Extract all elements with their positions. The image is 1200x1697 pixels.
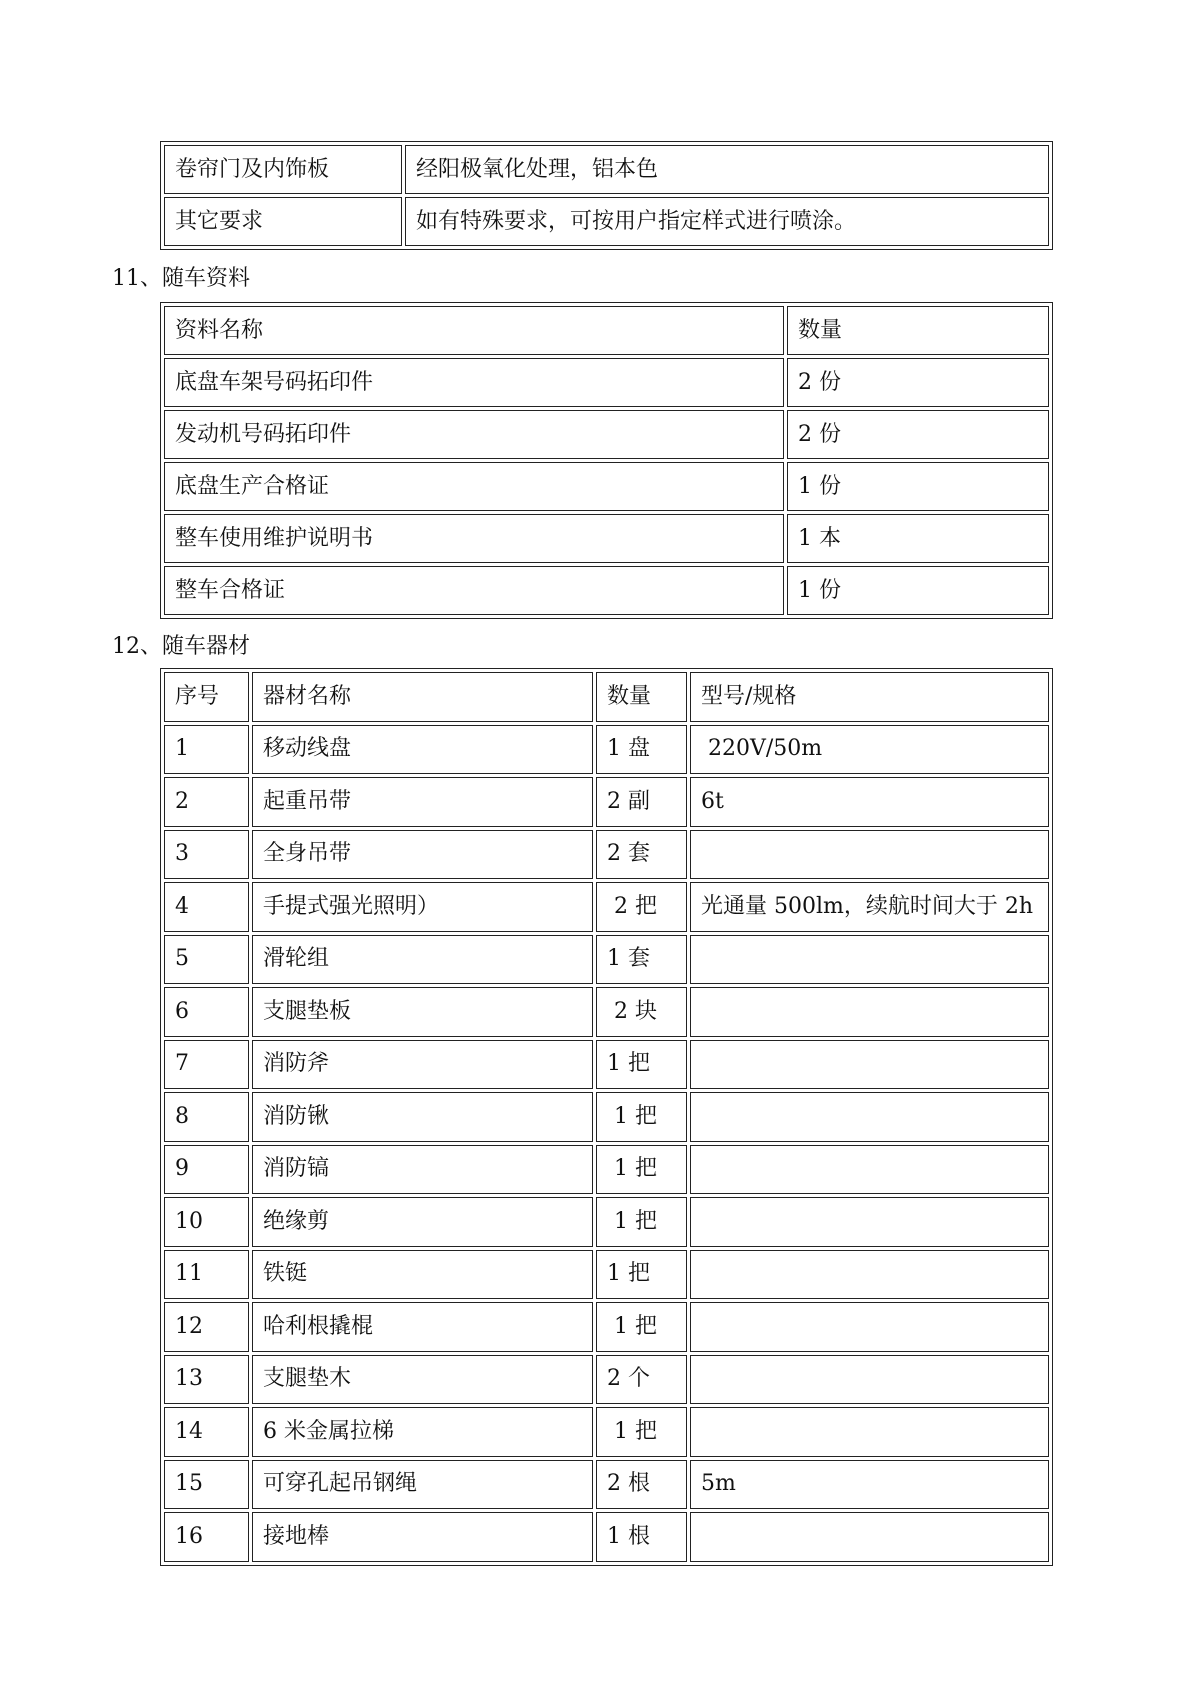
serial-number-cell: 2 xyxy=(164,777,249,827)
table-header-row xyxy=(164,672,1049,722)
document-name-cell: 底盘生产合格证 xyxy=(164,462,784,511)
table-row xyxy=(164,1407,1049,1457)
serial-number-cell: 4 xyxy=(164,882,249,932)
table-row xyxy=(164,725,1049,775)
document-name-cell: 整车使用维护说明书 xyxy=(164,514,784,563)
requirement-cell: 如有特殊要求，可按用户指定样式进行喷涂。 xyxy=(405,197,1049,246)
document-name-cell: 发动机号码拓印件 xyxy=(164,410,784,459)
table-row xyxy=(164,410,1049,459)
spec-cell xyxy=(690,987,1049,1037)
document-name-cell: 整车合格证 xyxy=(164,566,784,615)
spec-cell xyxy=(690,1092,1049,1142)
spec-cell xyxy=(690,830,1049,880)
table-row xyxy=(164,1092,1049,1142)
equipment-name-cell: 消防锹 xyxy=(252,1092,593,1142)
quantity-cell: 2 个 xyxy=(596,1355,687,1405)
equipment-name-cell: 手提式强光照明） xyxy=(252,882,593,932)
serial-number-cell: 11 xyxy=(164,1250,249,1300)
quantity-cell: 1 套 xyxy=(596,935,687,985)
equipment-name-cell: 移动线盘 xyxy=(252,725,593,775)
quantity-cell: 1 份 xyxy=(787,462,1049,511)
section-11-heading: 11、随车资料 xyxy=(112,266,250,291)
spec-cell: 光通量 500lm，续航时间大于 2h xyxy=(690,882,1049,932)
quantity-cell: 2 块 xyxy=(596,987,687,1037)
serial-number-cell: 10 xyxy=(164,1197,249,1247)
quantity-cell: 1 把 xyxy=(596,1197,687,1247)
quantity-cell: 1 把 xyxy=(596,1407,687,1457)
vehicle-documents-table xyxy=(160,302,1053,619)
section-12-heading: 12、随车器材 xyxy=(112,634,250,659)
spec-cell xyxy=(690,1355,1049,1405)
serial-number-cell: 3 xyxy=(164,830,249,880)
quantity-cell: 1 把 xyxy=(596,1250,687,1300)
quantity-cell: 2 根 xyxy=(596,1460,687,1510)
table-row xyxy=(164,566,1049,615)
vehicle-equipment-table xyxy=(160,668,1053,1566)
table-row xyxy=(164,1197,1049,1247)
equipment-name-cell: 绝缘剪 xyxy=(252,1197,593,1247)
serial-number-cell: 15 xyxy=(164,1460,249,1510)
finish-requirements-table xyxy=(160,141,1053,250)
spec-cell: 6t xyxy=(690,777,1049,827)
quantity-cell: 2 套 xyxy=(596,830,687,880)
quantity-cell: 1 把 xyxy=(596,1145,687,1195)
equipment-name-cell: 哈利根撬棍 xyxy=(252,1302,593,1352)
table-row xyxy=(164,358,1049,407)
serial-number-cell: 5 xyxy=(164,935,249,985)
table-row xyxy=(164,145,1049,194)
table-row xyxy=(164,1250,1049,1300)
header-document-name: 资料名称 xyxy=(164,306,784,355)
table-row xyxy=(164,1302,1049,1352)
item-cell: 卷帘门及内饰板 xyxy=(164,145,402,194)
spec-cell xyxy=(690,1250,1049,1300)
table-row xyxy=(164,1040,1049,1090)
table-row xyxy=(164,197,1049,246)
header-model-spec: 型号/规格 xyxy=(690,672,1049,722)
table-row xyxy=(164,1355,1049,1405)
item-cell: 其它要求 xyxy=(164,197,402,246)
equipment-name-cell: 可穿孔起吊钢绳 xyxy=(252,1460,593,1510)
header-equipment-name: 器材名称 xyxy=(252,672,593,722)
requirement-cell: 经阳极氧化处理，铝本色 xyxy=(405,145,1049,194)
quantity-cell: 1 盘 xyxy=(596,725,687,775)
serial-number-cell: 14 xyxy=(164,1407,249,1457)
table-row xyxy=(164,882,1049,932)
quantity-cell: 1 把 xyxy=(596,1040,687,1090)
table-row xyxy=(164,987,1049,1037)
quantity-cell: 2 副 xyxy=(596,777,687,827)
equipment-name-cell: 6 米金属拉梯 xyxy=(252,1407,593,1457)
spec-cell xyxy=(690,1040,1049,1090)
serial-number-cell: 16 xyxy=(164,1512,249,1562)
table-row xyxy=(164,777,1049,827)
table-row xyxy=(164,514,1049,563)
equipment-name-cell: 消防镐 xyxy=(252,1145,593,1195)
quantity-cell: 1 份 xyxy=(787,566,1049,615)
spec-cell xyxy=(690,935,1049,985)
header-serial-number: 序号 xyxy=(164,672,249,722)
serial-number-cell: 12 xyxy=(164,1302,249,1352)
spec-cell xyxy=(690,1302,1049,1352)
table-row xyxy=(164,1512,1049,1562)
table-row xyxy=(164,462,1049,511)
equipment-name-cell: 接地棒 xyxy=(252,1512,593,1562)
header-quantity: 数量 xyxy=(596,672,687,722)
serial-number-cell: 1 xyxy=(164,725,249,775)
spec-cell xyxy=(690,1197,1049,1247)
quantity-cell: 1 本 xyxy=(787,514,1049,563)
serial-number-cell: 9 xyxy=(164,1145,249,1195)
table-header-row xyxy=(164,306,1049,355)
spec-cell xyxy=(690,1512,1049,1562)
serial-number-cell: 8 xyxy=(164,1092,249,1142)
quantity-cell: 1 把 xyxy=(596,1092,687,1142)
serial-number-cell: 7 xyxy=(164,1040,249,1090)
equipment-name-cell: 起重吊带 xyxy=(252,777,593,827)
equipment-name-cell: 消防斧 xyxy=(252,1040,593,1090)
equipment-name-cell: 铁铤 xyxy=(252,1250,593,1300)
quantity-cell: 1 把 xyxy=(596,1302,687,1352)
spec-cell xyxy=(690,1407,1049,1457)
table-row xyxy=(164,1460,1049,1510)
serial-number-cell: 13 xyxy=(164,1355,249,1405)
table-row xyxy=(164,1145,1049,1195)
quantity-cell: 2 份 xyxy=(787,410,1049,459)
equipment-name-cell: 全身吊带 xyxy=(252,830,593,880)
document-name-cell: 底盘车架号码拓印件 xyxy=(164,358,784,407)
equipment-name-cell: 支腿垫板 xyxy=(252,987,593,1037)
spec-cell: 220V/50m xyxy=(690,725,1049,775)
quantity-cell: 2 把 xyxy=(596,882,687,932)
table-row xyxy=(164,935,1049,985)
quantity-cell: 1 根 xyxy=(596,1512,687,1562)
equipment-name-cell: 滑轮组 xyxy=(252,935,593,985)
serial-number-cell: 6 xyxy=(164,987,249,1037)
equipment-name-cell: 支腿垫木 xyxy=(252,1355,593,1405)
quantity-cell: 2 份 xyxy=(787,358,1049,407)
spec-cell: 5m xyxy=(690,1460,1049,1510)
header-quantity: 数量 xyxy=(787,306,1049,355)
table-row xyxy=(164,830,1049,880)
spec-cell xyxy=(690,1145,1049,1195)
